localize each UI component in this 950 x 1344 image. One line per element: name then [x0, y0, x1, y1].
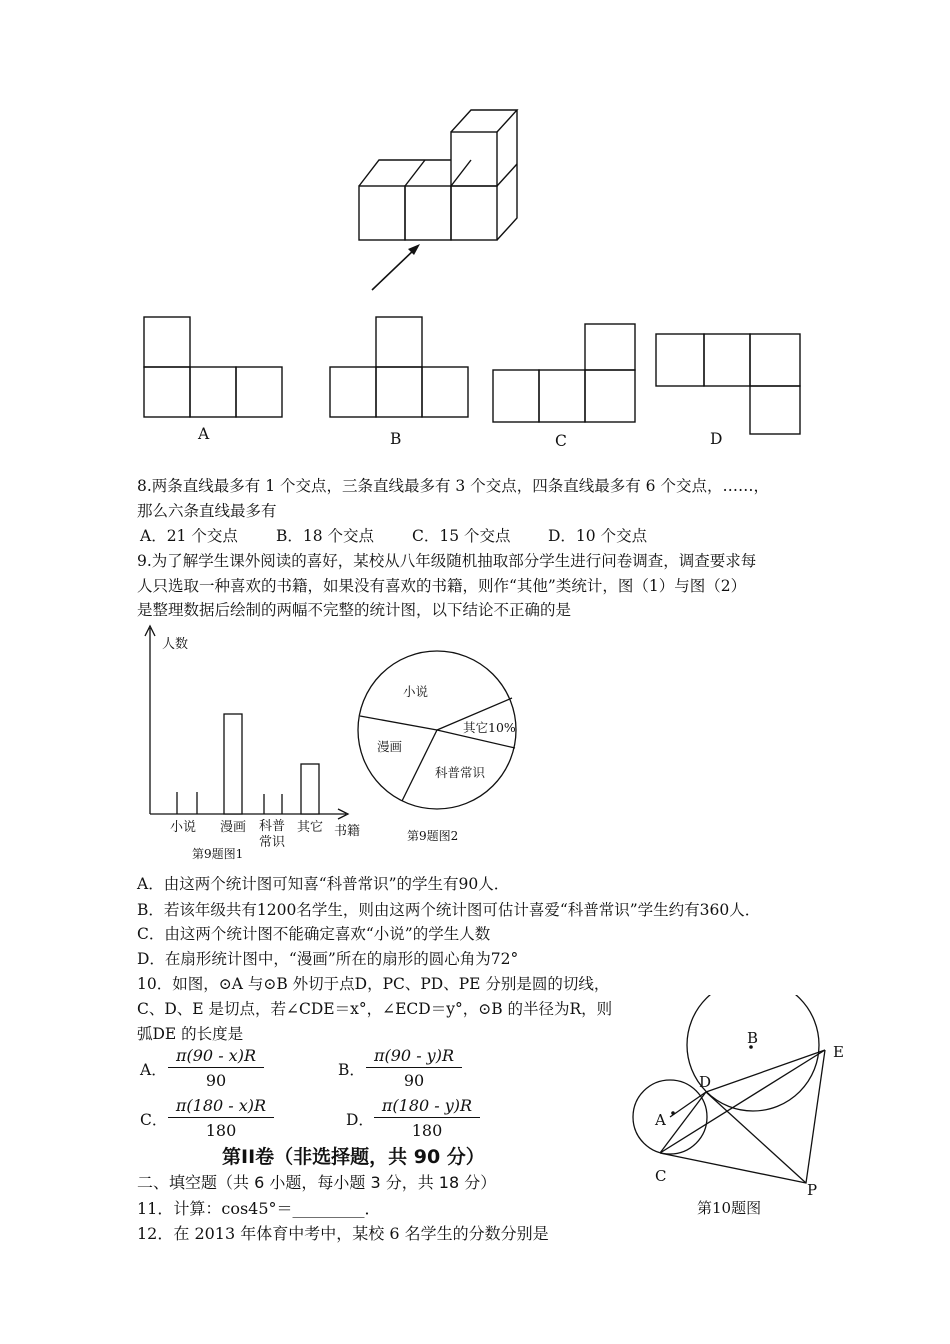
bar-其它 — [301, 764, 319, 814]
q9-option-b: B．若该年级共有1200名学生，则由这两个统计图可估计喜爱“科普常识”学生约有360人． — [137, 901, 761, 919]
q10-line2: C、D、E 是切点，若∠CDE＝x°，∠ECD＝y°，⊙B 的半径为R，则 — [137, 1000, 613, 1018]
q10-option-a-letter: A． — [140, 1061, 167, 1079]
q10-option-d-num: π(180 - y)R — [374, 1096, 480, 1118]
q9-pie-chart — [355, 640, 525, 855]
q8-option-b: B．18 个交点 — [276, 527, 375, 545]
segment-dp — [706, 1092, 806, 1183]
q10-option-b-den: 90 — [403, 1071, 425, 1090]
q10-option-a-num: π(90 - x)R — [168, 1046, 264, 1068]
q10-option-b-fraction — [366, 1046, 462, 1090]
pie-divider-bottom — [402, 730, 437, 801]
q8-line1: 8.两条直线最多有 1 个交点，三条直线最多有 3 个交点，四条直线最多有 6 个交点，……， — [137, 477, 769, 495]
q9-option-a: A．由这两个统计图可知喜“科普常识”的学生有90人． — [137, 875, 510, 893]
pie-slice-kepu: 科普常识 — [435, 765, 486, 780]
q7-option-d-label: D — [710, 430, 723, 448]
bar-ylabel: 人数 — [162, 637, 189, 652]
q10-option-a-fraction — [168, 1046, 264, 1090]
q9-line2: 人只选取一种喜欢的书籍，如果没有喜欢的书籍，则作“其他”类统计，图（1）与图（2） — [137, 577, 747, 595]
q10-option-c-letter: C． — [140, 1111, 168, 1129]
q7-option-c-figure — [489, 320, 639, 430]
q7-solid-figure — [350, 100, 540, 300]
pie-slice-manhua: 漫画 — [377, 739, 403, 754]
q10-option-c-num: π(180 - x)R — [168, 1096, 274, 1118]
q10-option-a-den: 90 — [205, 1071, 227, 1090]
point-b-label: B — [747, 1029, 759, 1047]
bar-漫画 — [224, 714, 242, 814]
point-d-label: D — [699, 1073, 712, 1091]
segment-ad — [670, 1092, 706, 1117]
bar-xlabel: 书籍 — [334, 824, 361, 839]
q12-text: 12．在 2013 年体育中考中，某校 6 名学生的分数分别是 — [137, 1224, 549, 1243]
q8-option-d: D．10 个交点 — [548, 527, 648, 545]
q10-line3: 弧DE 的长度是 — [137, 1025, 244, 1043]
q8-option-a: A．21 个交点 — [140, 527, 238, 545]
point-a-label: A — [655, 1111, 666, 1129]
q11-text: 11．计算：cos45°＝_________． — [137, 1199, 381, 1218]
section2-subheading: 二、填空题（共 6 小题，每小题 3 分，共 18 分） — [137, 1173, 497, 1192]
q10-figure-caption: 第10题图 — [697, 1199, 762, 1217]
bar-cat-qita: 其它 — [297, 820, 324, 835]
bar-cat-xiaoshuo: 小说 — [170, 820, 197, 835]
center-a-dot — [671, 1111, 675, 1115]
q10-option-d-letter: D． — [346, 1111, 374, 1129]
q10-geometry-figure — [625, 995, 865, 1225]
q8-line2: 那么六条直线最多有 — [137, 502, 277, 520]
q10-option-b-letter: B． — [338, 1061, 365, 1079]
q7-option-a-label: A — [198, 425, 210, 443]
q7-option-d-figure — [652, 330, 807, 440]
q9-line3: 是整理数据后绘制的两幅不完整的统计图，以下结论不正确的是 — [137, 601, 572, 619]
bar-cat-manhua: 漫画 — [220, 820, 247, 835]
section2-heading: 第II卷（非选择题，共 90 分） — [222, 1146, 485, 1168]
q9-bar-chart — [140, 618, 370, 863]
q10-option-c-den: 180 — [205, 1121, 237, 1140]
pie-divider-left — [360, 716, 437, 730]
q7-option-c-label: C — [555, 432, 567, 450]
pie-caption: 第9题图2 — [407, 829, 459, 843]
segment-de — [706, 1050, 825, 1092]
bar-caption: 第9题图1 — [192, 847, 244, 861]
point-p-label: P — [807, 1181, 818, 1199]
q10-option-c-fraction — [168, 1096, 274, 1140]
q9-option-c: C．由这两个统计图不能确定喜欢“小说”的学生人数 — [137, 925, 491, 943]
pie-slice-qita: 其它10% — [463, 720, 516, 735]
pie-slice-xiaoshuo: 小说 — [403, 684, 429, 699]
q10-option-d-den: 180 — [411, 1121, 443, 1140]
segment-ce — [660, 1050, 825, 1153]
q10-option-b-num: π(90 - y)R — [366, 1046, 462, 1068]
bar-cat-kepu-line1: 科普 — [259, 819, 286, 834]
tangent-pc-pe — [660, 1050, 825, 1183]
q9-line1: 9.为了解学生课外阅读的喜好，某校从八年级随机抽取部分学生进行问卷调查，调查要求每 — [137, 552, 757, 570]
point-c-label: C — [655, 1167, 667, 1185]
bar-cat-kepu-line2: 常识 — [259, 835, 286, 850]
q7-option-b-figure — [326, 312, 476, 422]
q10-line1: 10．如图，⊙A 与⊙B 外切于点D，PC、PD、PE 分别是圆的切线， — [137, 975, 610, 993]
segment-cd — [660, 1092, 706, 1153]
q9-option-d: D．在扇形统计图中，“漫画”所在的扇形的圆心角为72° — [137, 950, 519, 968]
q7-option-a-figure — [140, 312, 290, 422]
q7-option-b-label: B — [390, 430, 402, 448]
point-e-label: E — [833, 1043, 844, 1061]
q8-option-c: C．15 个交点 — [412, 527, 511, 545]
q10-option-d-fraction — [374, 1096, 480, 1140]
